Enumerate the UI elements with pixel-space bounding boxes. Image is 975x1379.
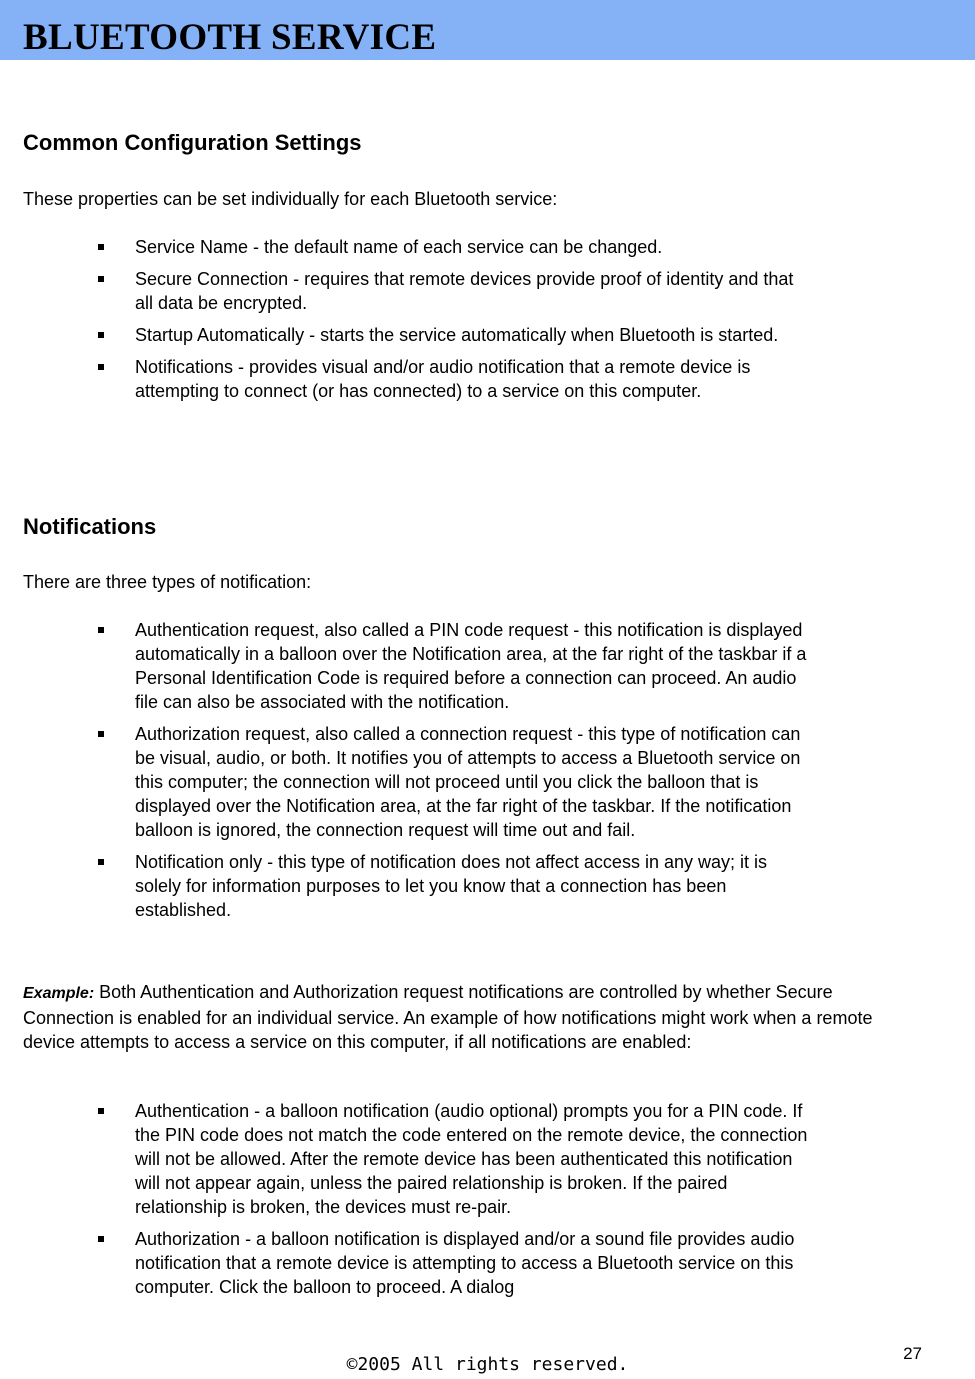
page-title: BLUETOOTH SERVICE [23, 17, 437, 58]
list-item: Notifications - provides visual and/or audio notification that a remote device is attempting to connect (or has connected) to a service on this computer. [0, 355, 815, 403]
bullet-square-icon [98, 276, 104, 282]
bullet-square-icon [98, 1108, 104, 1114]
list-item: Secure Connection - requires that remote devices provide proof of identity and that all data be encrypted. [0, 267, 815, 315]
configuration-settings-list [0, 235, 975, 411]
example-steps-list [0, 1099, 975, 1307]
bullet-square-icon [98, 364, 104, 370]
example-text: Both Authentication and Authorization request notifications are controlled by whether Secure Connection is enabled for an individual service. An example of how notifications might work when a remote device attempts to access a service on this computer, if all notifications are enabled: [23, 982, 873, 1052]
section-heading-notifications: Notifications [23, 514, 157, 539]
list-item: Notification only - this type of notification does not affect access in any way; it is solely for information purposes to let you know that a connection has been established. [0, 850, 815, 922]
list-item: Authentication request, also called a PIN code request - this notification is displayed automatically in a balloon over the Notification area, at the far right of the taskbar if a Personal Identification Code is required before a connection can proceed. An audio file can also be associated with the notification. [0, 618, 815, 714]
bullet-square-icon [98, 731, 104, 737]
bullet-square-icon [98, 332, 104, 338]
example-label: Example: [23, 985, 95, 1002]
example-paragraph [23, 980, 923, 1054]
section-heading-common-configuration: Common Configuration Settings [23, 130, 362, 155]
list-item: Startup Automatically - starts the service automatically when Bluetooth is started. [0, 323, 815, 347]
bullet-square-icon [98, 627, 104, 633]
notification-types-list [0, 618, 975, 930]
bullet-square-icon [98, 859, 104, 865]
list-item: Authorization - a balloon notification is displayed and/or a sound file provides audio notification that a remote device is attempting to access a Bluetooth service on this computer. Click the balloon to proceed. A dialog [0, 1227, 815, 1299]
copyright-footer: ©2005 All rights reserved. [346, 1354, 629, 1375]
list-item: Authentication - a balloon notification (audio optional) prompts you for a PIN code. If the PIN code does not match the code entered on the remote device, the connection will not be allowed. After the remote device has been authenticated this notification will not appear again, unless the paired relationship is broken. If the paired relationship is broken, the devices must re-pair. [0, 1099, 815, 1219]
list-item: Service Name - the default name of each service can be changed. [0, 235, 815, 259]
bullet-square-icon [98, 244, 104, 250]
section-intro: There are three types of notification: [23, 572, 312, 592]
header-banner [0, 0, 975, 60]
bullet-square-icon [98, 1236, 104, 1242]
section-intro: These properties can be set individually for each Bluetooth service: [23, 189, 558, 209]
page-number: 27 [903, 1344, 922, 1363]
list-item: Authorization request, also called a connection request - this type of notification can be visual, audio, or both. It notifies you of attempts to access a Bluetooth service on this computer; the connection will not proceed until you click the balloon that is displayed over the Notification area, at the far right of the taskbar. If the notification balloon is ignored, the connection request will time out and fail. [0, 722, 815, 842]
